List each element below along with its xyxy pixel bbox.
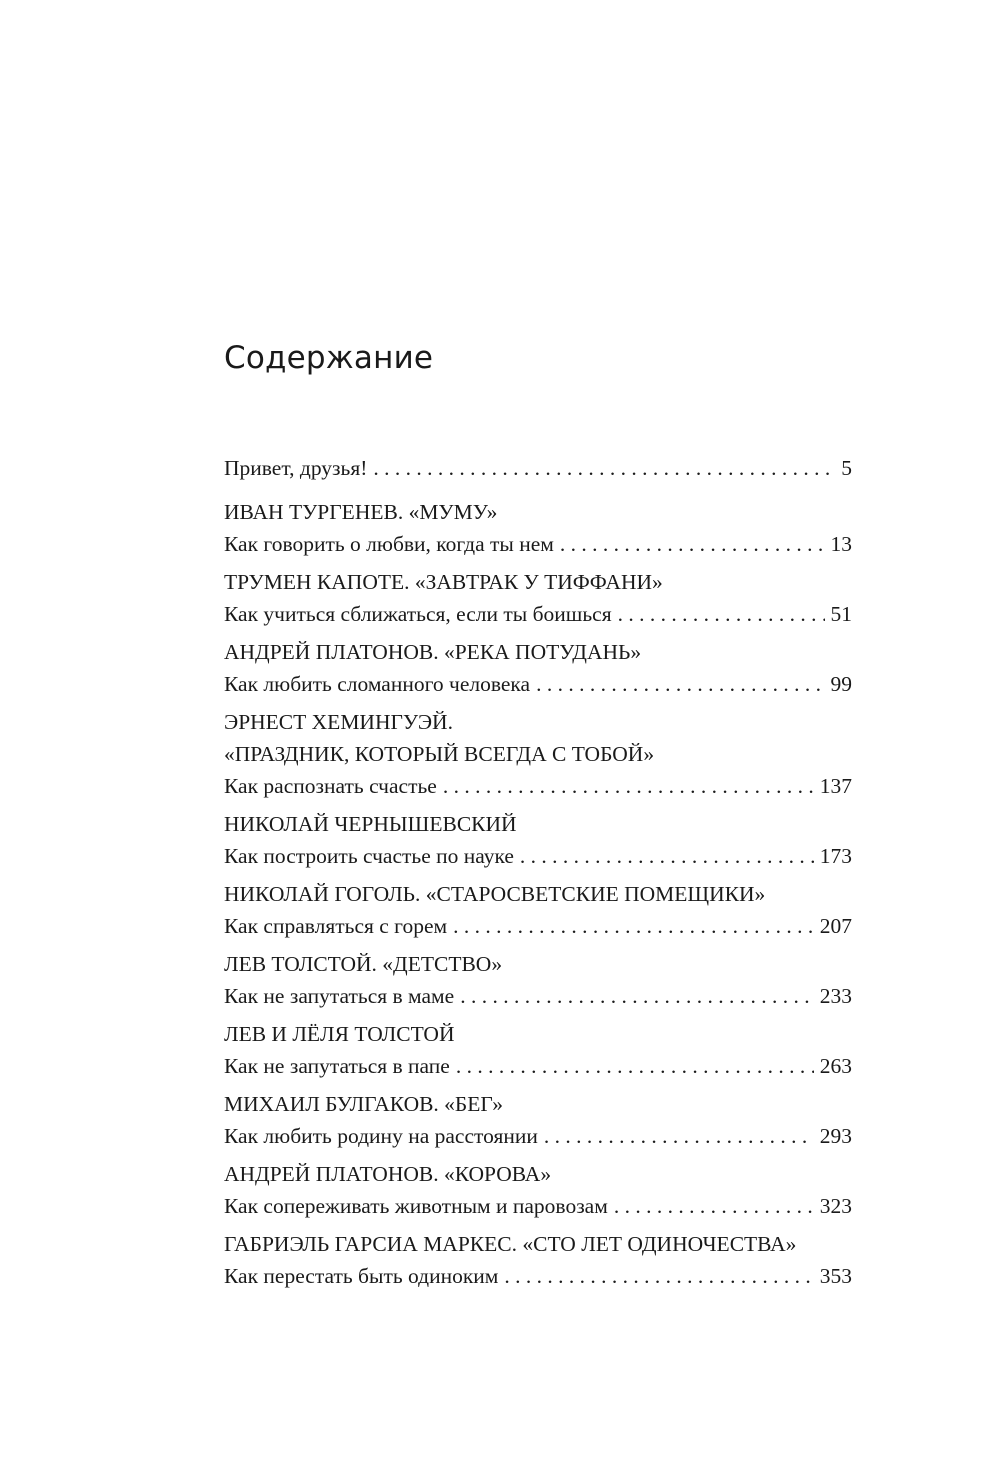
toc-list: [224, 452, 852, 1298]
toc-line[interactable]: [224, 770, 852, 802]
toc-entry: [224, 496, 852, 560]
toc-leader-dots: [453, 910, 814, 942]
toc-line[interactable]: [224, 668, 852, 700]
toc-line[interactable]: [224, 1190, 852, 1222]
toc-leader-dots: [456, 1050, 814, 1082]
toc-line[interactable]: [224, 1120, 852, 1152]
toc-line[interactable]: [224, 910, 852, 942]
toc-entry: [224, 636, 852, 700]
toc-page-number: 233: [819, 984, 852, 1008]
toc-chapter-title: Как построить счастье по науке: [224, 844, 514, 868]
toc-chapter-title: Как перестать быть одиноким: [224, 1264, 499, 1288]
toc-author-heading: ЛЕВ ТОЛСТОЙ. «ДЕТСТВО»: [224, 952, 503, 976]
toc-page-number: 263: [819, 1054, 852, 1078]
toc-line[interactable]: [224, 598, 852, 630]
toc-page-number: 353: [819, 1264, 852, 1288]
toc-entry: [224, 878, 852, 942]
toc-chapter-title: Привет, друзья!: [224, 456, 368, 480]
toc-author-heading: НИКОЛАЙ ЧЕРНЫШЕВСКИЙ: [224, 812, 517, 836]
toc-author-heading: ЛЕВ И ЛЁЛЯ ТОЛСТОЙ: [224, 1022, 455, 1046]
toc-leader-dots: [504, 1260, 813, 1292]
toc-chapter-title: Как не запутаться в маме: [224, 984, 455, 1008]
toc-leader-dots: [373, 452, 835, 484]
toc-entry: [224, 706, 852, 802]
toc-page-number: 173: [819, 844, 852, 868]
toc-chapter-title: Как любить сломанного человека: [224, 672, 531, 696]
toc-entry: [224, 808, 852, 872]
toc-author-heading: ЭРНЕСТ ХЕМИНГУЭЙ.: [224, 710, 453, 734]
toc-entry: [224, 1228, 852, 1292]
toc-line[interactable]: [224, 528, 852, 560]
toc-entry: [224, 1088, 852, 1152]
toc-author-heading: ТРУМЕН КАПОТЕ. «ЗАВТРАК У ТИФФАНИ»: [224, 570, 663, 594]
toc-chapter-title: Как любить родину на расстоянии: [224, 1124, 538, 1148]
toc-entry: [224, 1158, 852, 1222]
toc-page-number: 207: [819, 914, 852, 938]
toc-author-heading: АНДРЕЙ ПЛАТОНОВ. «РЕКА ПОТУДАНЬ»: [224, 640, 642, 664]
toc-chapter-title: Как учиться сближаться, если ты боишься: [224, 602, 612, 626]
toc-chapter-title: Как справляться с горем: [224, 914, 448, 938]
toc-leader-dots: [536, 668, 824, 700]
toc-line[interactable]: [224, 1050, 852, 1082]
toc-line[interactable]: [224, 840, 852, 872]
toc-leader-dots: [618, 598, 825, 630]
toc-entry: [224, 1018, 852, 1082]
toc-author-heading: ГАБРИЭЛЬ ГАРСИА МАРКЕС. «СТО ЛЕТ ОДИНОЧЕСТВА»: [224, 1232, 797, 1256]
toc-page-number: 13: [830, 532, 852, 556]
toc-entry: [224, 566, 852, 630]
toc-chapter-title: Как говорить о любви, когда ты нем: [224, 532, 554, 556]
toc-chapter-title: Как сопереживать животным и паровозам: [224, 1194, 608, 1218]
toc-page-number: 5: [841, 456, 852, 480]
toc-page-number: 137: [819, 774, 852, 798]
toc-leader-dots: [560, 528, 825, 560]
page-title: Содержание: [224, 340, 434, 376]
toc-line[interactable]: [224, 980, 852, 1012]
toc-leader-dots: [544, 1120, 814, 1152]
toc-leader-dots: [614, 1190, 814, 1222]
toc-author-heading: МИХАИЛ БУЛГАКОВ. «БЕГ»: [224, 1092, 504, 1116]
toc-leader-dots: [520, 840, 814, 872]
toc-page-number: 51: [830, 602, 852, 626]
toc-author-heading: НИКОЛАЙ ГОГОЛЬ. «СТАРОСВЕТСКИЕ ПОМЕЩИКИ»: [224, 882, 766, 906]
toc-chapter-title: Как не запутаться в папе: [224, 1054, 450, 1078]
toc-entry: [224, 948, 852, 1012]
toc-page-number: 293: [819, 1124, 852, 1148]
toc-author-heading-continued: «ПРАЗДНИК, КОТОРЫЙ ВСЕГДА С ТОБОЙ»: [224, 742, 655, 766]
toc-line[interactable]: [224, 452, 852, 484]
toc-leader-dots: [443, 770, 814, 802]
toc-leader-dots: [460, 980, 814, 1012]
toc-author-heading: АНДРЕЙ ПЛАТОНОВ. «КОРОВА»: [224, 1162, 552, 1186]
toc-author-heading: ИВАН ТУРГЕНЕВ. «МУМУ»: [224, 500, 498, 524]
toc-chapter-title: Как распознать счастье: [224, 774, 437, 798]
toc-page-number: 99: [830, 672, 852, 696]
toc-page-number: 323: [819, 1194, 852, 1218]
toc-entry: [224, 452, 852, 484]
toc-line[interactable]: [224, 1260, 852, 1292]
